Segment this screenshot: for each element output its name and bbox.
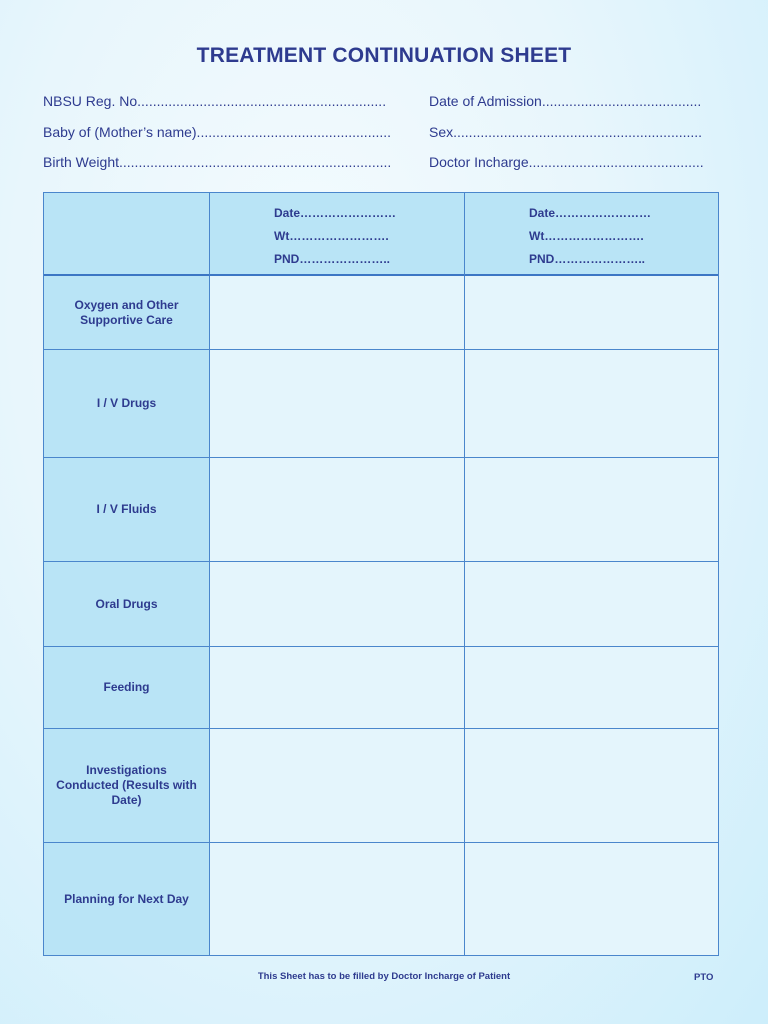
- sex-field: Sex................................................................: [429, 124, 703, 140]
- row-label-iv-drugs: I / V Drugs: [44, 350, 210, 458]
- header-date-1: Date……………………: [274, 206, 397, 220]
- nbsu-reg-no-field: NBSU Reg. No................................................................: [43, 93, 387, 109]
- entry-cell-planning-day-1[interactable]: [210, 843, 465, 955]
- row-label-planning: Planning for Next Day: [44, 843, 210, 955]
- header-corner-cell: [44, 193, 210, 276]
- field-row-1: [43, 93, 733, 113]
- treatment-table: [43, 192, 719, 956]
- entry-cell-oral-drugs-day-1[interactable]: [210, 562, 465, 647]
- row-label-oxygen: Oxygen and Other Supportive Care: [44, 276, 210, 350]
- row-label-oral-drugs: Oral Drugs: [44, 562, 210, 647]
- entry-cell-iv-fluids-day-2[interactable]: [465, 458, 718, 562]
- header-wt-1: Wt…………………….: [274, 229, 389, 243]
- footer-note: This Sheet has to be filled by Doctor Incharge of Patient: [257, 971, 511, 982]
- entry-cell-oral-drugs-day-2[interactable]: [465, 562, 718, 647]
- entry-cell-iv-drugs-day-2[interactable]: [465, 350, 718, 458]
- header-pnd-2: PND…………………..: [529, 252, 646, 266]
- birth-weight-field: Birth Weight......................................................................: [43, 154, 392, 170]
- entry-cell-iv-fluids-day-1[interactable]: [210, 458, 465, 562]
- date-of-admission-field: Date of Admission.........................................: [429, 93, 702, 109]
- mother-name-field: Baby of (Mother’s name)..................................................: [43, 124, 392, 140]
- header-pnd-1: PND…………………..: [274, 252, 391, 266]
- row-label-feeding: Feeding: [44, 647, 210, 729]
- row-label-iv-fluids: I / V Fluids: [44, 458, 210, 562]
- field-row-2: [43, 124, 733, 144]
- field-row-3: [43, 154, 733, 174]
- sheet-title: TREATMENT CONTINUATION SHEET: [196, 44, 572, 67]
- entry-cell-planning-day-2[interactable]: [465, 843, 718, 955]
- entry-cell-investigations-day-2[interactable]: [465, 729, 718, 843]
- pto-label: PTO: [694, 972, 714, 983]
- doctor-incharge-field: Doctor Incharge.............................................: [429, 154, 704, 170]
- row-label-investigations: Investigations Conducted (Results with Date): [44, 729, 210, 843]
- entry-cell-investigations-day-1[interactable]: [210, 729, 465, 843]
- header-cell-day-1: [210, 193, 465, 276]
- entry-cell-feeding-day-2[interactable]: [465, 647, 718, 729]
- entry-cell-feeding-day-1[interactable]: [210, 647, 465, 729]
- header-cell-day-2: [465, 193, 718, 276]
- entry-cell-oxygen-day-1[interactable]: [210, 276, 465, 350]
- entry-cell-iv-drugs-day-1[interactable]: [210, 350, 465, 458]
- header-date-2: Date……………………: [529, 206, 652, 220]
- header-wt-2: Wt…………………….: [529, 229, 644, 243]
- entry-cell-oxygen-day-2[interactable]: [465, 276, 718, 350]
